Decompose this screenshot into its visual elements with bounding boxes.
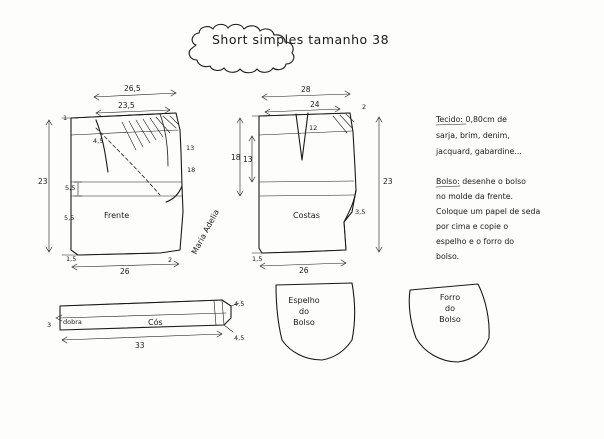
piece-front	[38, 84, 195, 276]
dim-front-hem-width: 26	[120, 267, 130, 276]
back-dim-hip	[243, 136, 255, 182]
title-banner	[189, 24, 389, 72]
dim-front-crotch-curve: 5,5	[65, 184, 76, 192]
piece-back-label: Costas	[293, 211, 320, 220]
dim-front-pocket-diag: 4,5	[93, 137, 104, 145]
note-pocket-line-1: Bolso: desenhe o bolso	[436, 177, 526, 186]
back-dim-hem	[260, 260, 346, 275]
waistband-dim-length	[62, 331, 222, 350]
note-pocket-line-5: espelho e o forro do	[436, 237, 515, 246]
piece-back	[231, 85, 393, 275]
dim-front-rise-mark: 1	[63, 114, 68, 122]
piece-front-label: Frente	[104, 211, 130, 220]
pocket-facing-label-1: Espelho	[288, 296, 320, 305]
dim-front-waist-width: 23,5	[118, 101, 135, 110]
document-title: Short simples tamanho 38	[212, 32, 390, 47]
dim-back-hip-height: 13	[243, 155, 253, 164]
back-dim-rise	[231, 118, 243, 196]
dim-waistband-length: 33	[135, 341, 145, 350]
note-pocket-line-2: no molde da frente.	[436, 192, 514, 201]
front-dim-top	[94, 84, 176, 100]
front-dim-hem	[72, 261, 179, 276]
note-pocket-line-4: por cima e copie o	[436, 222, 509, 231]
dim-front-pocket-depth: 13	[186, 144, 195, 152]
note-fabric-line-2: sarja, brim, denim,	[436, 131, 510, 140]
dim-back-inner-corner: 1,5	[252, 255, 263, 263]
dim-back-hem-corner: 3,5	[355, 208, 366, 216]
pocket-lining-label-1: Forro	[439, 293, 461, 302]
dim-back-hem-width: 26	[299, 266, 309, 275]
pocket-facing-label-3: Bolso	[293, 318, 315, 327]
dim-front-crotch-small: 5,5	[64, 214, 75, 222]
waistband-fold-note: dobra	[63, 318, 82, 326]
piece-waistband-label: Cós	[148, 318, 163, 327]
pocket-lining-label-3: Bolso	[439, 315, 461, 324]
dim-waistband-end-width: 4,5	[234, 334, 245, 342]
notes-pocket	[436, 177, 540, 261]
pocket-lining-label-2: do	[445, 304, 455, 313]
note-pocket-line-6: bolso.	[436, 252, 460, 261]
back-dim-height	[376, 117, 393, 252]
dim-back-waist-width: 24	[310, 100, 320, 109]
note-fabric-line-3: jacquard, gabardine...	[436, 147, 522, 156]
pocket-facing-label-2: do	[299, 307, 309, 316]
piece-waistband	[47, 300, 244, 350]
dim-back-dart-offset: 2	[362, 103, 367, 111]
back-dim-top	[262, 85, 350, 100]
dim-back-dart-depth: 12	[309, 124, 318, 132]
dim-front-height: 23	[38, 177, 48, 186]
signature	[190, 208, 221, 256]
signature-text: Maria Adelia	[189, 208, 221, 256]
dim-waistband-height-right: 4,5	[234, 300, 245, 308]
note-pocket-line-3: Coloque um papel de seda	[436, 207, 541, 216]
dim-front-top-width: 26,5	[124, 84, 141, 93]
dim-back-side-height: 23	[383, 177, 393, 186]
notes-fabric	[435, 115, 522, 156]
dim-waistband-height-left: 3	[47, 321, 52, 329]
back-dim-waist	[265, 100, 340, 115]
front-dim-height	[38, 120, 52, 252]
dim-back-top-width: 28	[301, 85, 311, 94]
dim-back-rise: 18	[231, 153, 241, 162]
piece-pocket-lining	[409, 284, 489, 362]
dim-front-inner-leg: 2	[168, 256, 173, 264]
dim-front-hem-corner: 1,5	[66, 255, 77, 263]
piece-pocket-facing	[276, 283, 355, 360]
note-fabric-line-1: Tecido: 0,80cm de	[436, 115, 507, 124]
dim-front-crotch-drop: 18	[187, 166, 196, 174]
